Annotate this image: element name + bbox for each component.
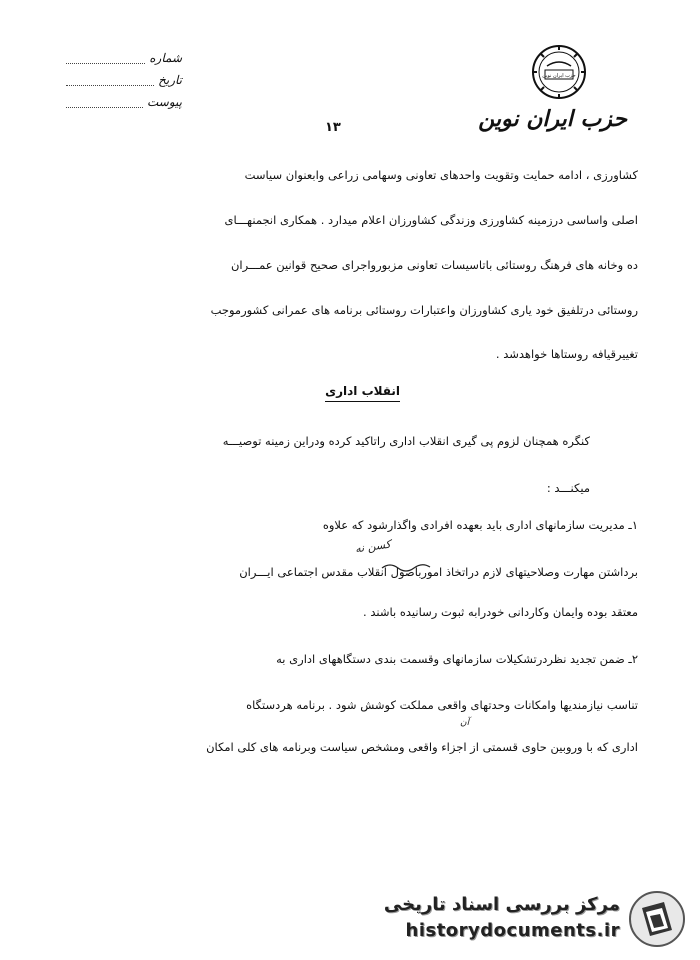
section-heading: انقلاب اداری	[325, 384, 400, 402]
section-line: معتقد بوده وایمان وکاردانی خودرابه ثبوت رسانیده باشند .	[363, 605, 638, 619]
paragraph-line: تغییرقیافه روستاها خواهدشد .	[495, 347, 638, 361]
emblem-text: حزب ایران نوین	[542, 73, 576, 79]
paragraph-line: کشاورزی ، ادامه حمایت وتقویت واحدهای تعاونی وسهامی زراعی وابعنوان سیاست	[244, 168, 638, 182]
paragraph-line: اصلی واساسی درزمینه کشاورزی وزندگی کشاورزان اعلام میدارد . همکاری انجمنهـــای	[224, 213, 638, 227]
section-line: برداشتن مهارت وصلاحیتهای لازم دراتخاذ امورباصول انقلاب مقدس اجتماعی ایـــران	[239, 565, 638, 579]
section-line: ۲ـ ضمن تجدید نظردرتشکیلات سازمانهای وقسمت بندی دستگاههای اداری به	[276, 652, 638, 666]
section-line: کنگره همچنان لزوم پی گیری انقلاب اداری راتاکید کرده ودراین زمینه توصیـــه	[222, 434, 590, 448]
attachment-row	[62, 91, 182, 113]
section-line: ۱ـ مدیریت سازمانهای اداری باید بعهده افرادی واگذارشود که علاوه	[322, 518, 638, 532]
section-line: میکنـــد :	[546, 481, 590, 495]
page-number: ۱۳	[325, 120, 341, 135]
handwritten-note: آن	[460, 718, 470, 728]
section-line: اداری که با وروبین حاوی قسمتی از اجزاء واقعی ومشخص سیاست وبرنامه های کلی امکان	[206, 740, 638, 754]
watermark-title: مرکز بررسی اسناد تاریخی	[383, 894, 620, 915]
date-row	[62, 69, 182, 91]
party-emblem-icon	[531, 44, 587, 100]
attachment-field	[66, 97, 143, 108]
archive-watermark	[252, 890, 692, 952]
handwritten-note: کسن نه	[354, 537, 392, 556]
party-name: حزب ایران نوین	[478, 106, 627, 132]
paragraph-line: روستائی درتلفیق خود یاری کشاورزان واعتبارات روستائی برنامه های عمرانی کشورموجب	[210, 303, 638, 317]
attachment-label: پیوست	[147, 95, 182, 109]
number-field	[66, 53, 145, 64]
handwritten-scribble	[380, 560, 440, 574]
watermark-url: historydocuments.ir	[405, 920, 620, 941]
date-field	[66, 75, 154, 86]
archive-logo-icon	[628, 890, 686, 948]
date-label: تاریخ	[158, 73, 182, 87]
letter-meta	[62, 47, 182, 113]
number-label: شماره	[149, 51, 182, 65]
number-row	[62, 47, 182, 69]
paragraph-line: ده وخانه های فرهنگ روستائی باتاسیسات تعاونی مزبورواجرای صحیح قوانین عمـــران	[230, 258, 638, 272]
section-line: تناسب نیازمندیها وامکانات وحدتهای واقعی مملکت کوشش شود . برنامه هردستگاه	[246, 698, 638, 712]
